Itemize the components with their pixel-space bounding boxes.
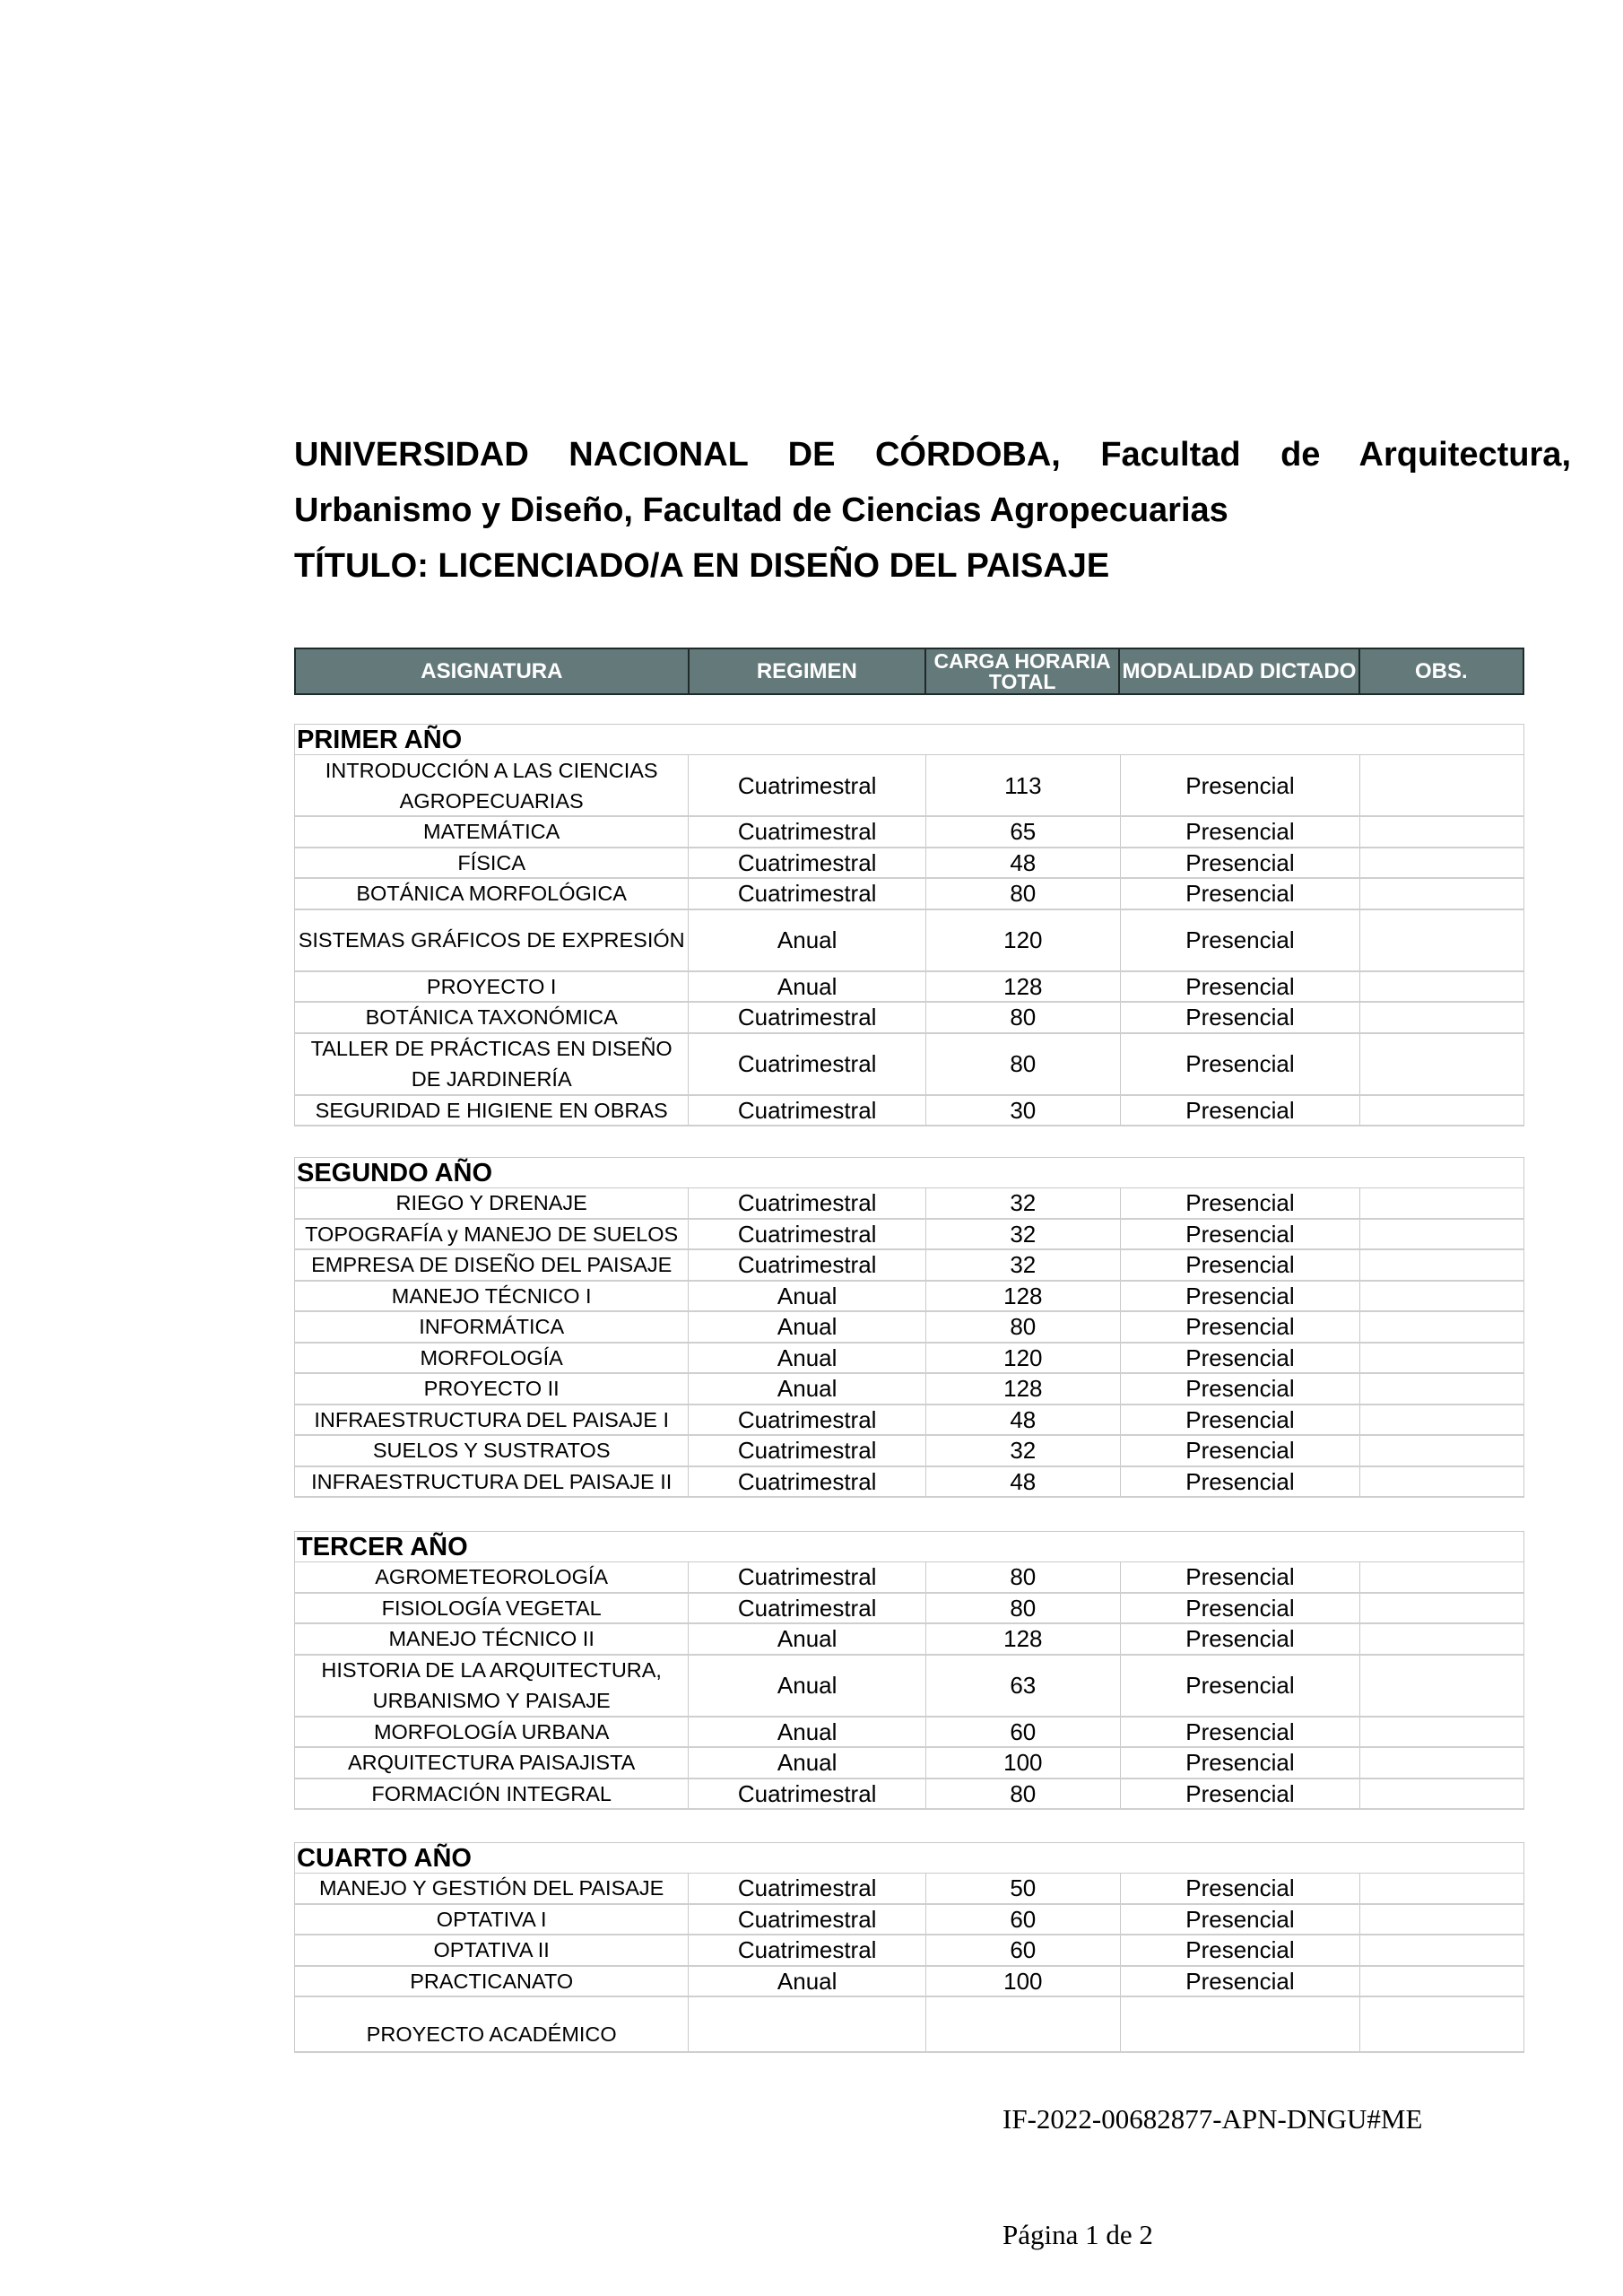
header-carga-line1: CARGA HORARIA [933, 648, 1111, 673]
cell-asignatura: PRACTICANATO [295, 1967, 689, 1996]
cell-regimen: Cuatrimestral [689, 1467, 926, 1497]
cell-carga: 30 [926, 1096, 1121, 1126]
title-line-3: TÍTULO: LICENCIADO/A EN DISEÑO DEL PAISAJE [294, 547, 1110, 585]
cell-modalidad: Presencial [1121, 1748, 1361, 1778]
cell-carga: 80 [926, 1594, 1121, 1623]
table-row [294, 1624, 1524, 1656]
table-row [294, 1467, 1524, 1499]
cell-modalidad: Presencial [1121, 1935, 1361, 1965]
cell-carga: 63 [926, 1656, 1121, 1716]
table-row [294, 910, 1524, 972]
cell-regimen: Cuatrimestral [689, 879, 926, 909]
cell-obs [1360, 1220, 1523, 1249]
cell-obs [1360, 1344, 1523, 1373]
cell-regimen: Cuatrimestral [689, 1935, 926, 1965]
cell-modalidad: Presencial [1121, 1436, 1361, 1465]
cell-modalidad: Presencial [1121, 1344, 1361, 1373]
cell-obs [1360, 1188, 1523, 1218]
cell-carga [926, 1997, 1121, 2051]
cell-carga: 80 [926, 1779, 1121, 1809]
cell-carga: 32 [926, 1220, 1121, 1249]
cell-carga: 60 [926, 1718, 1121, 1747]
cell-modalidad: Presencial [1121, 848, 1361, 878]
section-title: CUARTO AÑO [294, 1842, 1524, 1874]
table-row [294, 1718, 1524, 1749]
cell-modalidad: Presencial [1121, 1624, 1361, 1654]
cell-obs [1360, 1967, 1523, 1996]
cell-regimen: Cuatrimestral [689, 1096, 926, 1126]
cell-regimen: Cuatrimestral [689, 1905, 926, 1935]
cell-obs [1360, 1282, 1523, 1311]
cell-carga: 120 [926, 1344, 1121, 1373]
cell-asignatura: FORMACIÓN INTEGRAL [295, 1779, 689, 1809]
cell-asignatura: FÍSICA [295, 848, 689, 878]
year-section [294, 724, 1524, 1126]
cell-obs [1360, 1405, 1523, 1435]
cell-regimen: Anual [689, 1374, 926, 1404]
cell-carga: 80 [926, 1003, 1121, 1032]
cell-obs [1360, 1779, 1523, 1809]
cell-asignatura: BOTÁNICA TAXONÓMICA [295, 1003, 689, 1032]
cell-carga: 32 [926, 1436, 1121, 1465]
cell-carga: 128 [926, 1282, 1121, 1311]
cell-modalidad: Presencial [1121, 1034, 1361, 1094]
year-section [294, 1157, 1524, 1498]
table-row [294, 1997, 1524, 2053]
cell-asignatura: AGROMETEOROLOGÍA [295, 1562, 689, 1592]
cell-regimen: Cuatrimestral [689, 1003, 926, 1032]
cell-carga: 50 [926, 1874, 1121, 1903]
table-row [294, 1594, 1524, 1625]
cell-obs [1360, 1436, 1523, 1465]
section-title: SEGUNDO AÑO [294, 1157, 1524, 1188]
table-row [294, 1405, 1524, 1437]
table-row [294, 848, 1524, 880]
cell-asignatura: INFRAESTRUCTURA DEL PAISAJE II [295, 1467, 689, 1497]
cell-carga: 60 [926, 1935, 1121, 1965]
document-id: IF-2022-00682877-APN-DNGU#ME [1002, 2103, 1423, 2135]
cell-modalidad: Presencial [1121, 1405, 1361, 1435]
table-row [294, 1003, 1524, 1034]
cell-modalidad: Presencial [1121, 1562, 1361, 1592]
table-header [294, 648, 1524, 695]
cell-asignatura: INTRODUCCIÓN A LAS CIENCIAS AGROPECUARIAS [295, 755, 689, 815]
cell-regimen: Anual [689, 1344, 926, 1373]
cell-obs [1360, 1374, 1523, 1404]
cell-regimen: Anual [689, 910, 926, 970]
cell-asignatura: BOTÁNICA MORFOLÓGICA [295, 879, 689, 909]
cell-obs [1360, 972, 1523, 1002]
cell-regimen: Cuatrimestral [689, 1594, 926, 1623]
cell-asignatura: FISIOLOGÍA VEGETAL [295, 1594, 689, 1623]
cell-obs [1360, 910, 1523, 970]
table-row [294, 1344, 1524, 1375]
cell-regimen: Cuatrimestral [689, 755, 926, 815]
cell-modalidad: Presencial [1121, 1467, 1361, 1497]
cell-carga: 65 [926, 817, 1121, 847]
cell-obs [1360, 1312, 1523, 1342]
cell-obs [1360, 755, 1523, 815]
cell-regimen: Cuatrimestral [689, 1405, 926, 1435]
cell-asignatura: PROYECTO ACADÉMICO [295, 1997, 689, 2051]
cell-obs [1360, 1250, 1523, 1280]
table-row [294, 817, 1524, 848]
table-row [294, 1220, 1524, 1251]
cell-regimen: Cuatrimestral [689, 1874, 926, 1903]
cell-modalidad: Presencial [1121, 910, 1361, 970]
cell-modalidad: Presencial [1121, 1374, 1361, 1404]
cell-carga: 48 [926, 1467, 1121, 1497]
cell-regimen: Anual [689, 1624, 926, 1654]
cell-obs [1360, 1656, 1523, 1716]
table-row [294, 1096, 1524, 1127]
cell-modalidad: Presencial [1121, 1250, 1361, 1280]
cell-modalidad: Presencial [1121, 972, 1361, 1002]
cell-carga: 80 [926, 1312, 1121, 1342]
cell-asignatura: OPTATIVA II [295, 1935, 689, 1965]
cell-modalidad: Presencial [1121, 1003, 1361, 1032]
cell-modalidad: Presencial [1121, 1779, 1361, 1809]
cell-obs [1360, 848, 1523, 878]
cell-asignatura: TOPOGRAFÍA y MANEJO DE SUELOS [295, 1220, 689, 1249]
table-row [294, 1562, 1524, 1594]
table-row [294, 1282, 1524, 1313]
cell-obs [1360, 879, 1523, 909]
cell-carga: 80 [926, 1034, 1121, 1094]
table-row [294, 972, 1524, 1004]
cell-modalidad: Presencial [1121, 1188, 1361, 1218]
table-row [294, 1935, 1524, 1967]
cell-regimen: Cuatrimestral [689, 1779, 926, 1809]
header-carga-horaria [926, 649, 1120, 693]
header-modalidad: MODALIDAD DICTADO [1120, 649, 1359, 693]
cell-asignatura: MANEJO TÉCNICO II [295, 1624, 689, 1654]
cell-asignatura: INFORMÁTICA [295, 1312, 689, 1342]
cell-obs [1360, 1562, 1523, 1592]
cell-asignatura: SUELOS Y SUSTRATOS [295, 1436, 689, 1465]
header-carga-line2: TOTAL [988, 669, 1056, 693]
section-title: TERCER AÑO [294, 1531, 1524, 1562]
cell-regimen: Cuatrimestral [689, 1220, 926, 1249]
cell-obs [1360, 1467, 1523, 1497]
cell-asignatura: MATEMÁTICA [295, 817, 689, 847]
table-row [294, 1779, 1524, 1811]
table-row [294, 1656, 1524, 1718]
cell-modalidad: Presencial [1121, 1220, 1361, 1249]
cell-modalidad: Presencial [1121, 1312, 1361, 1342]
table-row [294, 1374, 1524, 1405]
cell-regimen: Cuatrimestral [689, 1250, 926, 1280]
header-obs: OBS. [1414, 658, 1468, 683]
cell-obs [1360, 1594, 1523, 1623]
cell-modalidad: Presencial [1121, 1096, 1361, 1126]
year-section [294, 1531, 1524, 1810]
cell-modalidad: Presencial [1121, 755, 1361, 815]
cell-asignatura: SEGURIDAD E HIGIENE EN OBRAS [295, 1096, 689, 1126]
cell-asignatura: ARQUITECTURA PAISAJISTA [295, 1748, 689, 1778]
cell-carga: 100 [926, 1748, 1121, 1778]
header-regimen: REGIMEN [690, 649, 926, 693]
cell-obs [1360, 1905, 1523, 1935]
cell-carga: 113 [926, 755, 1121, 815]
cell-carga: 80 [926, 1562, 1121, 1592]
cell-regimen: Cuatrimestral [689, 817, 926, 847]
section-title: PRIMER AÑO [294, 724, 1524, 755]
cell-regimen: Cuatrimestral [689, 848, 926, 878]
cell-obs [1360, 1935, 1523, 1965]
table-row [294, 755, 1524, 817]
table-row [294, 879, 1524, 910]
page-number: Página 1 de 2 [1002, 2219, 1153, 2250]
cell-modalidad: Presencial [1121, 1282, 1361, 1311]
document-title [294, 427, 1571, 594]
cell-regimen: Cuatrimestral [689, 1436, 926, 1465]
cell-carga: 128 [926, 1624, 1121, 1654]
cell-asignatura: PROYECTO II [295, 1374, 689, 1404]
cell-modalidad: Presencial [1121, 879, 1361, 909]
cell-modalidad: Presencial [1121, 817, 1361, 847]
cell-obs [1360, 1997, 1523, 2051]
cell-asignatura: MANEJO TÉCNICO I [295, 1282, 689, 1311]
cell-modalidad: Presencial [1121, 1718, 1361, 1747]
cell-modalidad: Presencial [1121, 1656, 1361, 1716]
cell-obs [1360, 1718, 1523, 1747]
cell-regimen: Cuatrimestral [689, 1188, 926, 1218]
cell-modalidad: Presencial [1121, 1967, 1361, 1996]
cell-obs [1360, 1748, 1523, 1778]
cell-carga: 100 [926, 1967, 1121, 1996]
cell-carga: 48 [926, 1405, 1121, 1435]
cell-regimen: Anual [689, 1967, 926, 1996]
cell-obs [1360, 1003, 1523, 1032]
cell-modalidad: Presencial [1121, 1905, 1361, 1935]
cell-carga: 32 [926, 1250, 1121, 1280]
cell-regimen: Cuatrimestral [689, 1562, 926, 1592]
title-line-2: Urbanismo y Diseño, Facultad de Ciencias Agropecuarias [294, 491, 1228, 529]
table-row [294, 1436, 1524, 1467]
cell-regimen: Anual [689, 972, 926, 1002]
cell-asignatura: RIEGO Y DRENAJE [295, 1188, 689, 1218]
cell-asignatura: EMPRESA DE DISEÑO DEL PAISAJE [295, 1250, 689, 1280]
cell-regimen: Anual [689, 1282, 926, 1311]
cell-obs [1360, 1096, 1523, 1126]
cell-obs [1360, 1034, 1523, 1094]
table-row [294, 1967, 1524, 1998]
cell-carga: 128 [926, 1374, 1121, 1404]
table-row [294, 1748, 1524, 1779]
cell-carga: 120 [926, 910, 1121, 970]
cell-asignatura: TALLER DE PRÁCTICAS EN DISEÑO DE JARDINERÍA [295, 1034, 689, 1094]
cell-regimen: Anual [689, 1312, 926, 1342]
cell-carga: 60 [926, 1905, 1121, 1935]
cell-asignatura: MORFOLOGÍA [295, 1344, 689, 1373]
cell-asignatura: PROYECTO I [295, 972, 689, 1002]
cell-regimen [689, 1997, 926, 2051]
cell-modalidad [1121, 1997, 1361, 2051]
table-row [294, 1905, 1524, 1936]
cell-regimen: Anual [689, 1718, 926, 1747]
cell-carga: 32 [926, 1188, 1121, 1218]
cell-asignatura: MORFOLOGÍA URBANA [295, 1718, 689, 1747]
header-asignatura: ASIGNATURA [296, 649, 690, 693]
cell-asignatura: MANEJO Y GESTIÓN DEL PAISAJE [295, 1874, 689, 1903]
cell-obs [1360, 817, 1523, 847]
cell-modalidad: Presencial [1121, 1874, 1361, 1903]
cell-regimen: Cuatrimestral [689, 1034, 926, 1094]
cell-regimen: Anual [689, 1748, 926, 1778]
cell-asignatura: HISTORIA DE LA ARQUITECTURA, URBANISMO Y PAISAJE [295, 1656, 689, 1716]
table-row [294, 1034, 1524, 1096]
table-row [294, 1250, 1524, 1282]
cell-asignatura: INFRAESTRUCTURA DEL PAISAJE I [295, 1405, 689, 1435]
cell-asignatura: OPTATIVA I [295, 1905, 689, 1935]
cell-asignatura: SISTEMAS GRÁFICOS DE EXPRESIÓN [295, 910, 689, 970]
table-row [294, 1188, 1524, 1220]
cell-carga: 80 [926, 879, 1121, 909]
cell-carga: 48 [926, 848, 1121, 878]
cell-modalidad: Presencial [1121, 1594, 1361, 1623]
title-line-1: UNIVERSIDAD NACIONAL DE CÓRDOBA, Facultad de Arquitectura, [294, 436, 1571, 474]
table-row [294, 1312, 1524, 1344]
year-section [294, 1842, 1524, 2053]
cell-regimen: Anual [689, 1656, 926, 1716]
table-row [294, 1874, 1524, 1905]
cell-obs [1360, 1624, 1523, 1654]
cell-carga: 128 [926, 972, 1121, 1002]
cell-obs [1360, 1874, 1523, 1903]
